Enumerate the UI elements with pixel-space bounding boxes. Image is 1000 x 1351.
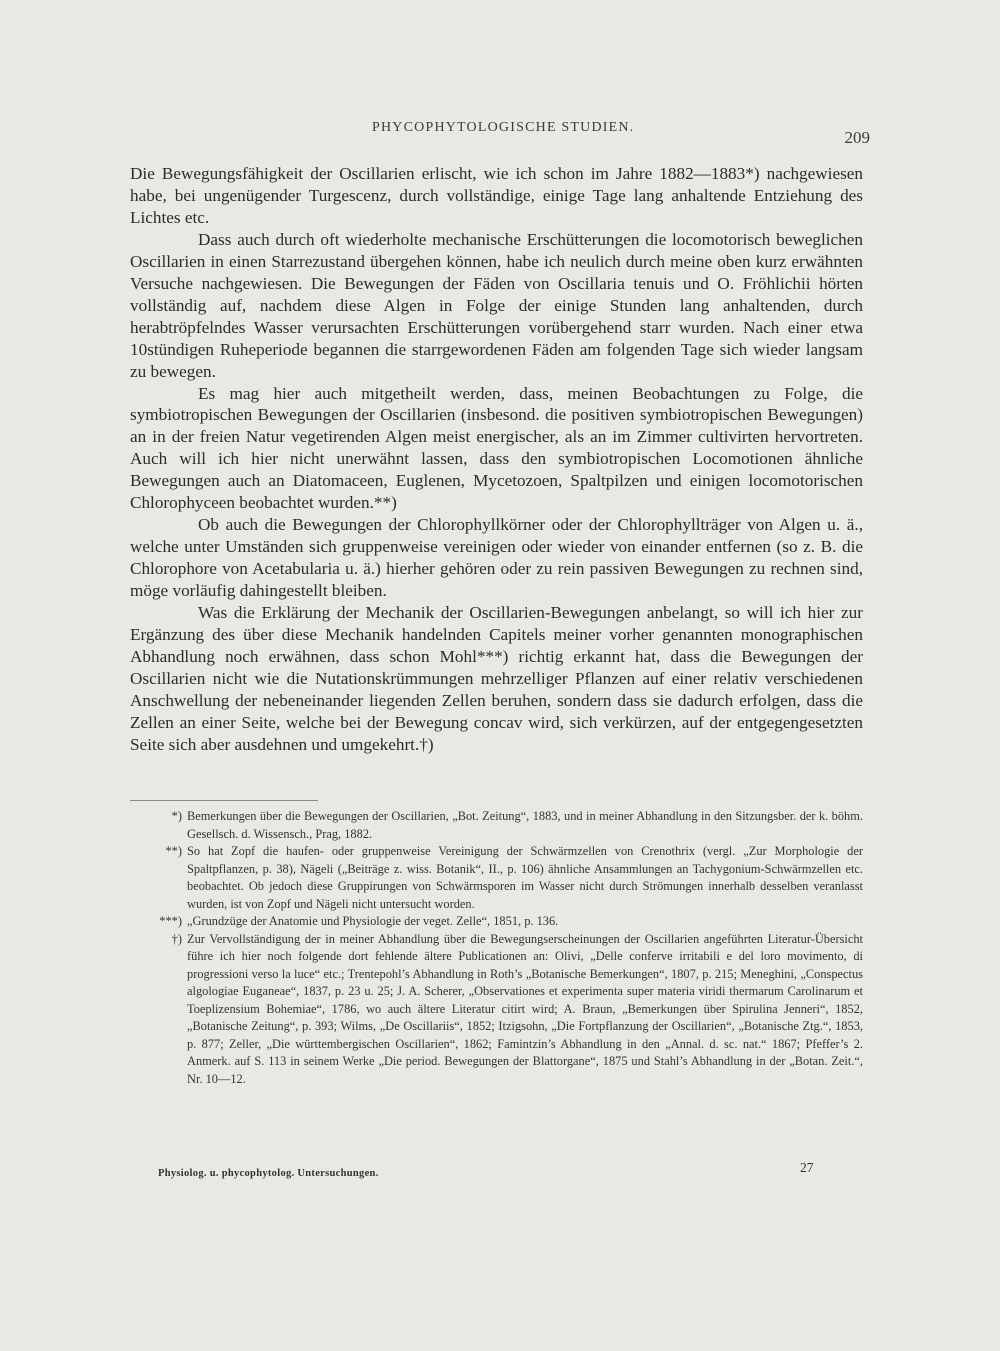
footnote-text: „Grundzüge der Anatomie und Physiologie der veget. Zelle“, 1851, p. 136.: [187, 914, 559, 928]
footnote: [130, 843, 863, 913]
paragraph: Die Bewegungsfähigkeit der Oscillarien erlischt, wie ich schon im Jahre 1882—1883*) nachgewiesen habe, bei ungenügender Turgescenz, durch vollständige, einige Tage lang anhaltende Entziehung des Lichtes etc.: [130, 164, 863, 227]
footnote-mark: **): [165, 844, 182, 858]
footnote-mark: *): [171, 809, 182, 823]
footnote: [130, 808, 863, 843]
footnote-mark: ***): [159, 914, 182, 928]
paragraph: Ob auch die Bewegungen der Chlorophyllkörner oder der Chlorophyllträger von Algen u. ä., welche unter Umständen sich gruppenweise vereinigen oder wieder von einander entfernen (so z. B. die Chlorophore von Acetabularia u. ä.) hierher gehören oder zu rein passiven Bewegungen zu rechnen sind, möge vorläufig dahingestellt bleiben.: [130, 515, 863, 601]
paragraph: Dass auch durch oft wiederholte mechanische Erschütterungen die locomotorisch beweglichen Oscillarien in einen Starrezustand übergehen können, habe ich neulich durch meine oben kurz erwähnten Versuche nachgewiesen. Die Bewegungen der Fäden von Oscillaria tenuis und O. Fröhlichii hörten vollständig auf, nachdem diese Algen in Folge der einige Stunden lang anhaltenden, durch herabtröpfelndes Wasser verursachten Erschütterungen vorübergehend starr wurden. Nach einer etwa 10stündigen Ruheperiode begannen die starrgewordenen Fäden am folgenden Tage sich wieder langsam zu bewegen.: [130, 229, 863, 381]
page-number: 209: [844, 128, 870, 147]
footnote: [130, 913, 863, 931]
main-text: [130, 163, 863, 756]
paragraph: Was die Erklärung der Mechanik der Oscillarien-Bewegungen anbelangt, so will ich hier zur Ergänzung des über diese Mechanik handelnden Capitels meiner vorher genannten monographischen Abhandlung noch erwähnen, dass schon Mohl***) richtig erkannt hat, dass die Bewegungen der Oscillarien nicht wie die Nutationskrümmungen mehrzelliger Pflanzen auf einer relativ verschiedenen Anschwellung der nebeneinander liegenden Zellen beruhen, sondern dass sie dadurch erfolgen, dass die Zellen an einer Seite, welche bei der Bewegung concav wird, sich verkürzen, auf der entgegengesetzten Seite sich aber ausdehnen und umgekehrt.†): [130, 603, 863, 754]
footnotes: [130, 808, 863, 1088]
signature-mark: 27: [800, 1160, 814, 1175]
footer-book-title: Physiolog. u. phycophytolog. Untersuchungen.: [158, 1168, 379, 1179]
running-title: PHYCOPHYTOLOGISCHE STUDIEN.: [372, 120, 635, 135]
footnote-text: Bemerkungen über die Bewegungen der Oscillarien, „Bot. Zeitung“, 1883, und in meiner Abhandlung in den Sitzungsber. der k. böhm. Gesellsch. d. Wissensch., Prag, 1882.: [187, 809, 863, 841]
footnote-text: Zur Vervollständigung der in meiner Abhandlung über die Bewegungserscheinungen der Oscillarien angeführten Literatur-Übersicht führe ich hier noch folgende dort fehlende ältere Publicationen an: Olivi, „Delle conferve irritabili e del loro movimento, di progressioni verso la luce“ etc.; Trentepohl’s Abhandlung in Roth’s „Botanische Bemerkungen“, 1807, p. 215; Meneghini, „Conspectus algologiae Euganeae“, 1837, p. 23 u. 25; J. A. Scherer, „Observationes et experimenta super materia viridi thermarum Carolinarum et Toeplizensium Bohemiae“, 1786, wo auch ältere Literatur citirt wird; A. Braun, „Bemerkungen über Spirulina Jenneri“, 1852, „Botanische Zeitung“, p. 393; Wilms, „De Oscillariis“, 1852; Itzigsohn, „Die Fortpflanzung der Oscillarien“, „Botanische Ztg.“, 1853, p. 877; Zeller, „Die württembergischen Oscillarien“, 1862; Famintzin’s Abhandlung in den „Annal. d. sc. nat.“ 1867; Pfeffer’s 2. Anmerk. auf S. 113 in seinem Werke „Die period. Bewegungen der Blattorgane“, 1875 und Stahl’s Abhandlung in der „Botan. Zeit.“, Nr. 10—12.: [187, 931, 863, 1086]
footnote-divider: [130, 800, 318, 801]
footnote-mark: †): [171, 931, 182, 946]
footnote: [130, 931, 863, 1089]
page-header: [130, 118, 870, 146]
paragraph: Es mag hier auch mitgetheilt werden, dass, meinen Beobachtungen zu Folge, die symbiotropischen Bewegungen der Oscillarien (insbesond. die positiven symbiotropischen Bewegungen) an in der freien Natur vegetirenden Algen meist energischer, als an im Zimmer cultivirten hervortreten. Auch will ich hier nicht unerwähnt lassen, dass den symbiotropischen Locomotionen ähnliche Bewegungen auch an Diatomaceen, Euglenen, Mycetozoen, Spaltpilzen und einigen locomotorischen Chlorophyceen beobachtet wurden.**): [130, 383, 863, 513]
footnote-text: So hat Zopf die haufen- oder gruppenweise Vereinigung der Schwärmzellen von Crenothrix (vergl. „Zur Morphologie der Spaltpflanzen, p. 38), Nägeli („Beiträge z. wiss. Botanik“, II., p. 106) ähnliche Ansammlungen an Tachygonium-Schwärmzellen etc. beobachtet. Ob jedoch diese Gruppirungen von Schwärmsporen im Wasser nicht durch Strömungen innerhalb desselben veranlasst wurden, ist von Zopf und Nägeli nicht untersucht worden.: [187, 844, 863, 911]
